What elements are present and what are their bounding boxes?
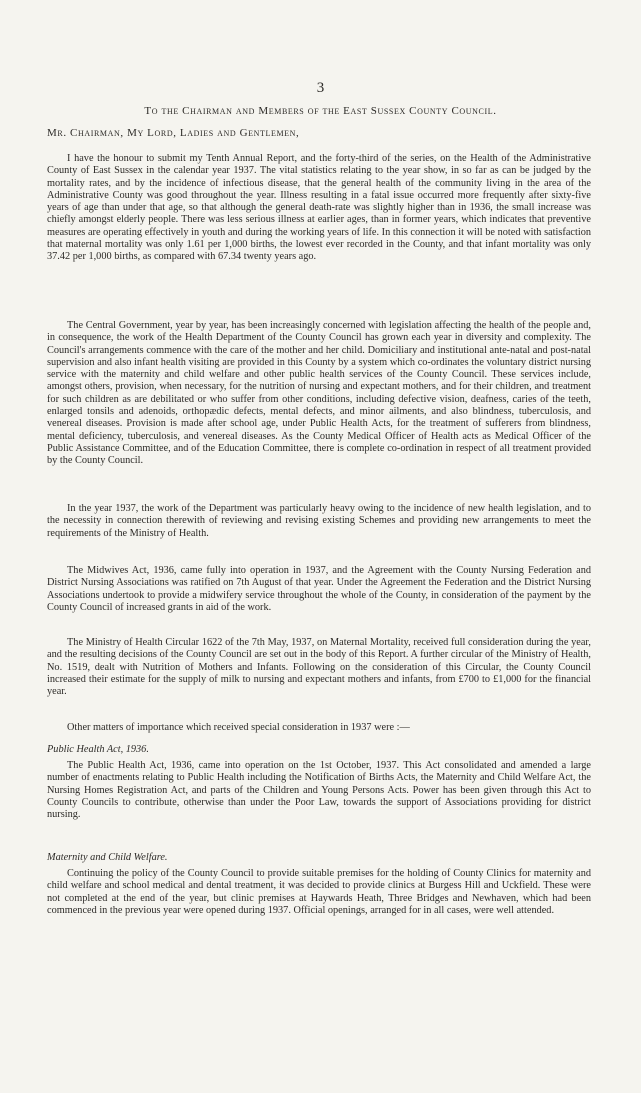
- paragraph: The Ministry of Health Circular 1622 of the 7th May, 1937, on Maternal Mortality, received full consideration during the year, and the resulting decisions of the County Council are set out in the body of this Report. A further circular of the Ministry of Health, No. 1519, dealt with Nutrition of Mothers and Infants. Following on the consideration of this Circular, the County Council increased their estimate for the supply of milk to nursing and expectant mothers and infants, from £700 to £1,000 for the financial year.: [47, 637, 591, 698]
- section-title: Maternity and Child Welfare.: [47, 852, 168, 863]
- paragraph: I have the honour to submit my Tenth Annual Report, and the forty-third of the series, on the Health of the Administrative County of East Sussex in the calendar year 1937. The vital statistics relating to the year show, in so far as can be judged by the mortality rates, and by the incidence of infectious disease, that the general health of the community living in the area of the Administrative County was good throughout the year. Illness resulting in a fatal issue occurred more frequently after sixty-five years of age than under that age, so that although the general death-rate was slightly higher than in 1936, the small increase was chiefly amongst elderly people. There was less serious illness at earlier ages, than in former years, which indicates that preventive measures are operating effectively in youth and during the working years of life. In this connection it will be noted with satisfaction that maternal mortality was only 1.61 per 1,000 births, the lowest ever recorded in the County, and that infant mortality was only 37.42 per 1,000 births, as compared with 67.34 twenty years ago.: [47, 153, 591, 263]
- address-heading: To the Chairman and Members of the East Sussex County Council.: [144, 105, 497, 117]
- paragraph: The Midwives Act, 1936, came fully into operation in 1937, and the Agreement with the County Nursing Federation and District Nursing Associations was ratified on 7th August of that year. Under the Agreement the Federation and the District Nursing Associations undertook to provide a midwifery service throughout the whole of the County, in consideration of the payment by the County Council of increased grants in aid of the work.: [47, 565, 591, 613]
- salutation: Mr. Chairman, My Lord, Ladies and Gentlemen,: [47, 127, 300, 139]
- section-title: Public Health Act, 1936.: [47, 744, 149, 755]
- section-text: Continuing the policy of the County Council to provide suitable premises for the holding of County Clinics for maternity and child welfare and school medical and dental treatment, it was decided to provide clinics at Burgess Hill and Uckfield. These were not completed at the end of the year, but clinic premises at Haywards Heath, Three Bridges and Newhaven, which had been commenced in the previous year were opened during 1937. Official openings, arranged for in all cases, were well attended.: [47, 868, 591, 916]
- paragraph: In the year 1937, the work of the Department was particularly heavy owing to the incidence of new health legislation, and to the necessity in connection therewith of reviewing and revising existing Schemes and providing new arrangements to meet the requirements of the Ministry of Health.: [47, 503, 591, 539]
- section-text: The Public Health Act, 1936, came into operation on the 1st October, 1937. This Act consolidated and amended a large number of enactments relating to Public Health including the Notification of Births Acts, the Maternity and Child Welfare Act, the Nursing Homes Registration Act, and parts of the Children and Young Persons Acts. Power has been given through this Act to County Councils to contribute, otherwise than under the Poor Law, towards the support of Associations providing for district nursing.: [47, 760, 591, 821]
- paragraph: Other matters of importance which received special consideration in 1937 were :—: [67, 722, 410, 733]
- page-number: 3: [316, 80, 325, 96]
- paragraph: The Central Government, year by year, has been increasingly concerned with legislation affecting the health of the people and, in consequence, the work of the Health Department of the County Council has grown each year in diversity and complexity. The Council's arrangements commence with the care of the mother and her child. Domiciliary and institutional ante-natal and post-natal supervision and also infant health visiting are provided in this County by a system which co-ordinates the voluntary district nursing service with the maternity and child welfare and other public health services of the County Council. These services include, amongst others, provision, when necessary, for the nutrition of nursing and expectant mothers, and for their children, and treatment for such children as are debilitated or who suffer from other conditions, including defective vision, deafness, caries of the teeth, enlarged tonsils and adenoids, orthopædic defects, mental defects, and minor ailments, and also blindness, tuberculosis, and venereal diseases. Provision is made after school age, under Public Health Acts, for the treatment of sufferers from blindness, mental deficiency, tuberculosis, and venereal diseases. As the County Medical Officer of Health acts as Medical Officer of the Public Assistance Committee, and of the Education Committee, there is complete co-ordination in respect of all treatment provided by the County Council.: [47, 320, 591, 467]
